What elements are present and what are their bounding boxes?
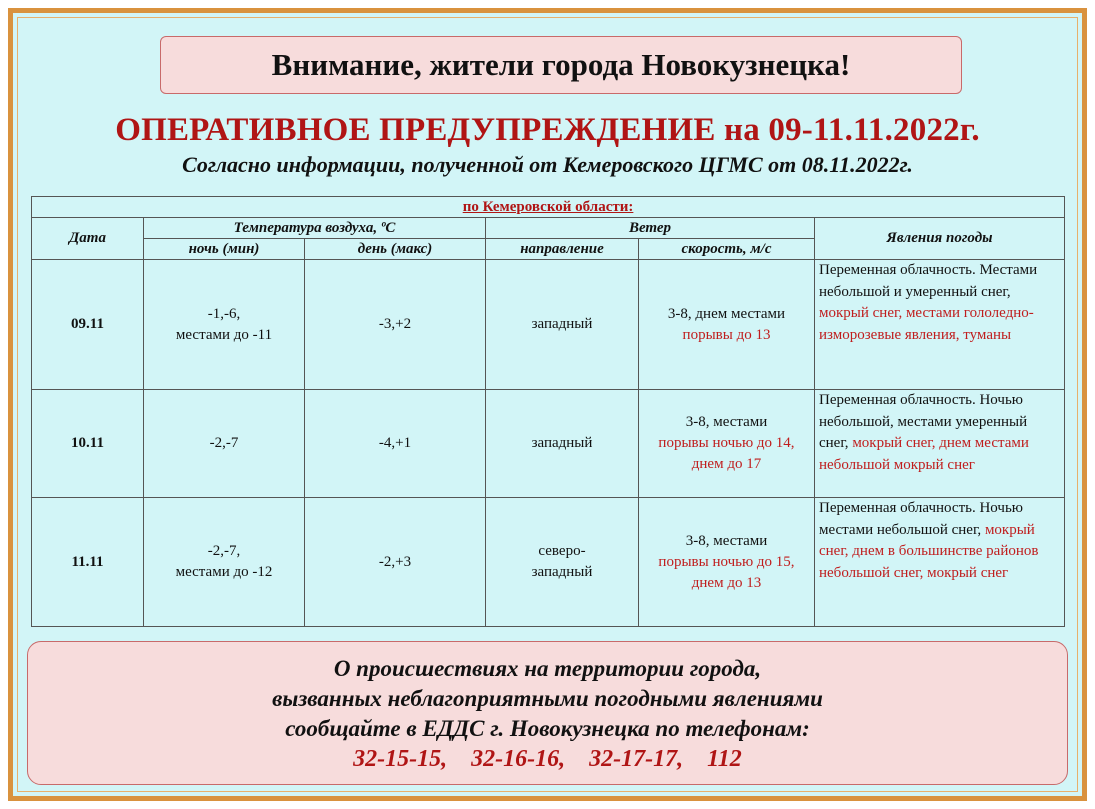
- table-row: [32, 390, 1065, 498]
- row-day-temp: -4,+1: [305, 390, 486, 498]
- row-day-temp: -2,+3: [305, 498, 486, 627]
- phone-number[interactable]: 32-17-17,: [589, 746, 684, 772]
- row-night-temp: -2,-7, местами до -12: [144, 498, 305, 627]
- row-wind-direction: западный: [486, 390, 639, 498]
- warning-headline: ОПЕРАТИВНОЕ ПРЕДУПРЕЖДЕНИЕ на 09-11.11.2022г.: [115, 112, 980, 148]
- row-wind-direction: северо- западный: [486, 498, 639, 627]
- source-line: Согласно информации, полученной от Кемеровского ЦГМС от 08.11.2022г.: [182, 152, 913, 177]
- forecast-table: [31, 196, 1065, 627]
- header-day: день (макс): [305, 239, 486, 260]
- row-day-temp: -3,+2: [305, 260, 486, 390]
- emergency-notice: [27, 641, 1068, 785]
- row-night-temp: -2,-7: [144, 390, 305, 498]
- notice-line: О происшествиях на территории города,: [333, 656, 762, 681]
- header-temperature: Температура воздуха, ºС: [144, 218, 486, 239]
- attention-banner: [160, 36, 962, 94]
- phone-number[interactable]: 112: [707, 746, 742, 772]
- row-date: 09.11: [32, 260, 144, 390]
- row-phenomena: Переменная облачность. Ночью местами небольшой снег, мокрый снег, днем в большинстве районов небольшой снег, мокрый снег: [815, 498, 1065, 627]
- row-wind-speed: 3-8, местами порывы ночью до 15, днем до 13: [639, 498, 815, 627]
- row-wind-direction: западный: [486, 260, 639, 390]
- table-row: [32, 260, 1065, 390]
- header-date: Дата: [32, 218, 144, 260]
- row-wind-speed: 3-8, местами порывы ночью до 14, днем до 17: [639, 390, 815, 498]
- region-header: по Кемеровской области:: [32, 197, 1065, 218]
- header-phenomena: Явления погоды: [815, 218, 1065, 260]
- phone-numbers: [28, 744, 1067, 774]
- notice-line: вызванных неблагоприятными погодными явлениями: [272, 686, 823, 711]
- row-date: 11.11: [32, 498, 144, 627]
- notice-line: сообщайте в ЕДДС г. Новокузнецка по телефонам:: [285, 716, 810, 741]
- table-row: [32, 498, 1065, 627]
- phone-number[interactable]: 32-15-15,: [353, 746, 448, 772]
- row-phenomena: Переменная облачность. Местами небольшой и умеренный снег, мокрый снег, местами гололедно-изморозевые явления, туманы: [815, 260, 1065, 390]
- row-date: 10.11: [32, 390, 144, 498]
- header-direction: направление: [486, 239, 639, 260]
- row-phenomena: Переменная облачность. Ночью небольшой, местами умеренный снег, мокрый снег, днем местами небольшой мокрый снег: [815, 390, 1065, 498]
- attention-text: Внимание, жители города Новокузнецка!: [271, 47, 851, 82]
- row-night-temp: -1,-6, местами до -11: [144, 260, 305, 390]
- header-night: ночь (мин): [144, 239, 305, 260]
- header-speed: скорость, м/с: [639, 239, 815, 260]
- phone-number[interactable]: 32-16-16,: [471, 746, 566, 772]
- row-wind-speed: 3-8, днем местами порывы до 13: [639, 260, 815, 390]
- header-wind: Ветер: [486, 218, 815, 239]
